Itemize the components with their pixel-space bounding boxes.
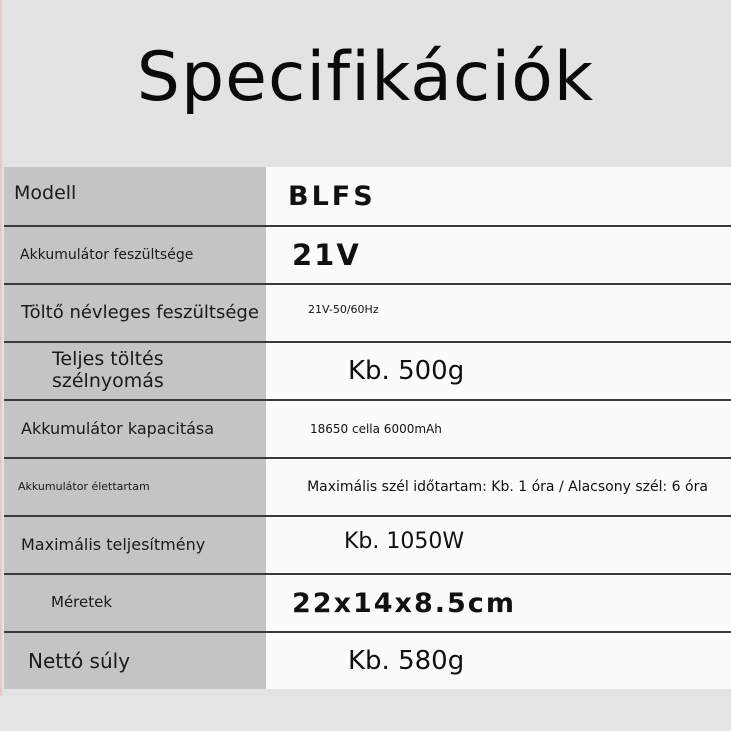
spec-row-battery-life: [4, 457, 731, 515]
spec-value: 22x14x8.5cm: [266, 575, 731, 631]
spec-value: 21V: [266, 227, 731, 283]
page-title: Specifikációk: [136, 38, 595, 117]
spec-label: Maximális teljesítmény: [4, 517, 266, 573]
spec-label: Modell: [4, 167, 266, 225]
spec-label: Akkumulátor kapacitása: [4, 401, 266, 457]
spec-label: Akkumulátor feszültsége: [4, 227, 266, 283]
spec-row-model: [4, 167, 731, 225]
spec-value: 18650 cella 6000mAh: [266, 401, 731, 457]
spec-value: BLFS: [266, 167, 731, 225]
spec-row-charger-voltage: [4, 283, 731, 341]
spec-row-battery-capacity: [4, 399, 731, 457]
spec-value: Kb. 1050W: [266, 517, 731, 573]
spec-row-battery-voltage: [4, 225, 731, 283]
spec-row-net-weight: [4, 631, 731, 689]
spec-row-dimensions: [4, 573, 731, 631]
spec-label: Akkumulátor élettartam: [4, 459, 266, 515]
spec-label: Méretek: [4, 575, 266, 631]
spec-table: [4, 167, 731, 689]
spec-value: Kb. 580g: [266, 633, 731, 689]
bottom-band: [0, 696, 731, 731]
spec-value: Maximális szél időtartam: Kb. 1 óra / Alacsony szél: 6 óra: [266, 459, 731, 515]
spec-label: Nettó súly: [4, 633, 266, 689]
spec-label: Teljes töltés szélnyomás: [4, 343, 266, 399]
spec-row-full-charge-wind-pressure: [4, 341, 731, 399]
spec-label: Töltő névleges feszültsége: [4, 285, 266, 341]
spec-value: 21V-50/60Hz: [266, 285, 731, 341]
spec-value: Kb. 500g: [266, 343, 731, 399]
spec-row-max-power: [4, 515, 731, 573]
